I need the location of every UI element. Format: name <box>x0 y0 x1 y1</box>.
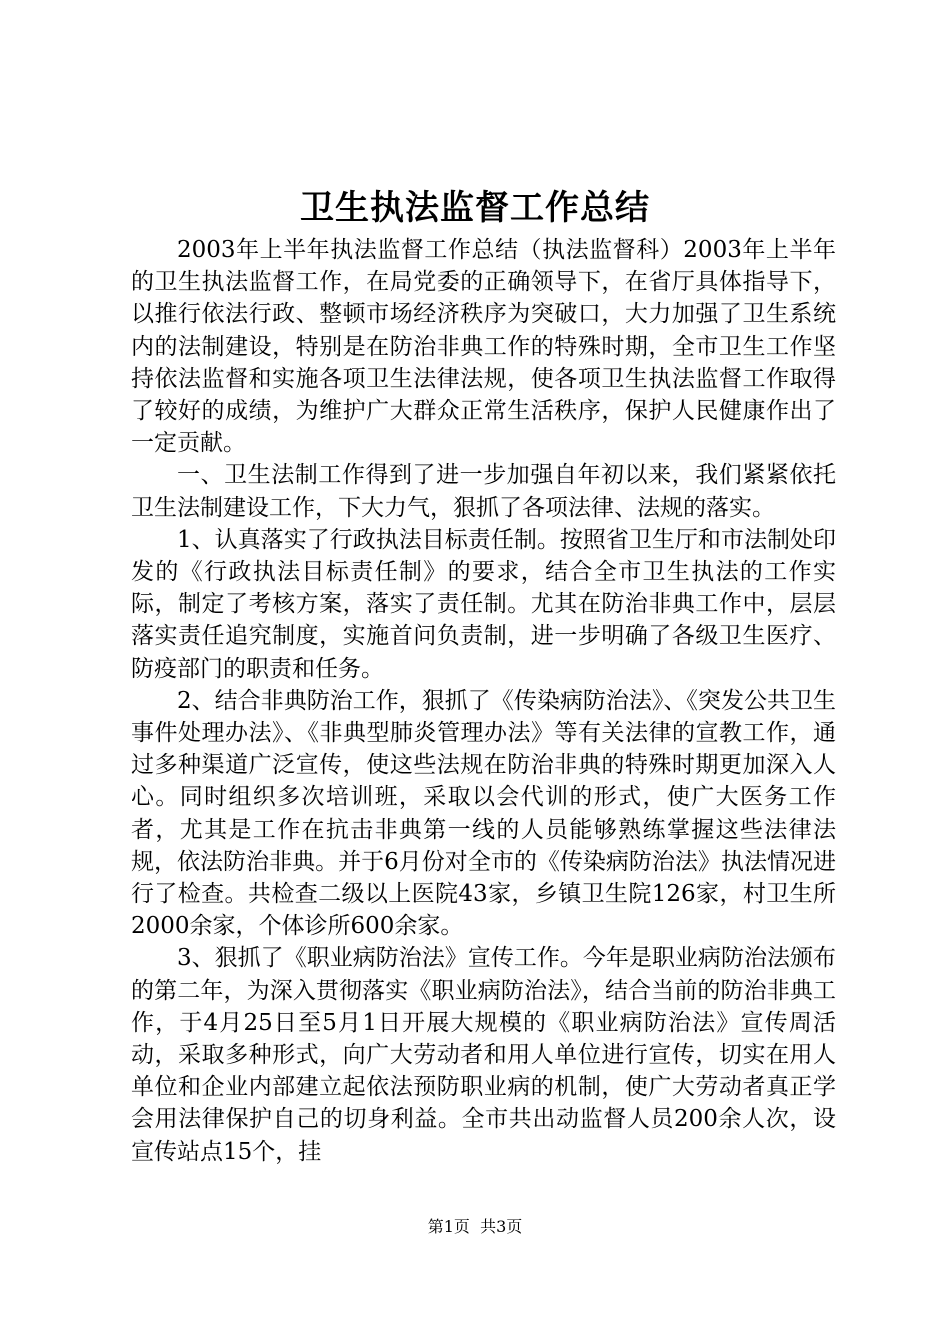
paragraph-item-3: 3、狠抓了《职业病防治法》宣传工作。今年是职业病防治法颁布的第二年，为深入贯彻落实《职业病防治法》，结合当前的防治非典工作，于4月25日至5月1日开展大规模的《职业病防治法》宣传周活动，采取多种形式，向广大劳动者和用人单位进行宣传，切实在用人单位和企业内部建立起依法预防职业病的机制，使广大劳动者真正学会用法律保护自己的切身利益。全市共出动监督人员200余人次，设宣传站点15个，挂 <box>131 945 836 1165</box>
paragraph-item-2: 2、结合非典防治工作，狠抓了《传染病防治法》、《突发公共卫生事件处理办法》、《非典型肺炎管理办法》等有关法律的宣教工作，通过多种渠道广泛宣传，使这些法规在防治非典的特殊时期更加深入人心。同时组织多次培训班，采取以会代训的形式，使广大医务工作者，尤其是工作在抗击非典第一线的人员能够熟练掌握这些法律法规，依法防治非典。并于6月份对全市的《传染病防治法》执法情况进行了检查。共检查二级以上医院43家，乡镇卫生院126家，村卫生所2000余家，个体诊所600余家。 <box>131 687 836 940</box>
document-title: 卫生执法监督工作总结 <box>300 188 650 228</box>
paragraph-item-1: 1、认真落实了行政执法目标责任制。按照省卫生厅和市法制处印发的《行政执法目标责任制》的要求，结合全市卫生执法的工作实际，制定了考核方案，落实了责任制。尤其在防治非典工作中，层层落实责任追究制度，实施首问负责制，进一步明确了各级卫生医疗、防疫部门的职责和任务。 <box>131 526 836 682</box>
paragraph-intro: 2003年上半年执法监督工作总结（执法监督科）2003年上半年的卫生执法监督工作，在局党委的正确领导下，在省厅具体指导下，以推行依法行政、整顿市场经济秩序为突破口，大力加强了卫生系统内的法制建设，特别是在防治非典工作的特殊时期，全市卫生工作坚持依法监督和实施各项卫生法律法规，使各项卫生执法监督工作取得了较好的成绩，为维护广大群众正常生活秩序，保护人民健康作出了一定贡献。 <box>131 237 836 457</box>
paragraph-section-1: 一、卫生法制工作得到了进一步加强自年初以来，我们紧紧依托卫生法制建设工作，下大力气，狠抓了各项法律、法规的落实。 <box>131 462 836 521</box>
page-footer: 第1页 共3页 <box>427 1217 523 1236</box>
document-body <box>131 234 836 1168</box>
